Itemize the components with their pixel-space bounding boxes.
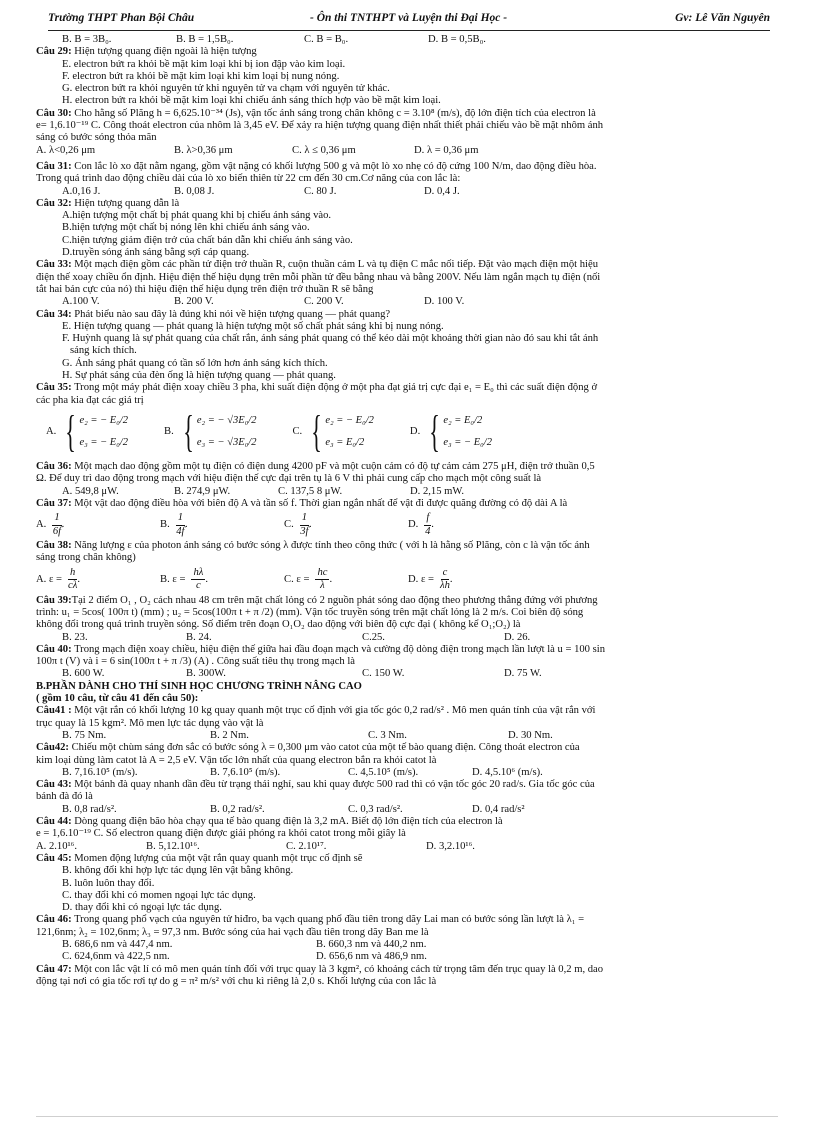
text-line: các pha kia đạt các giá trị: [36, 394, 144, 406]
answer-option: C. 200 V.: [304, 296, 344, 308]
question-stem: [36, 816, 774, 828]
answer-option: B. 7,16.10⁵ (m/s).: [62, 766, 138, 778]
question-stem: [36, 964, 774, 976]
answer-options: [36, 486, 774, 498]
answer-option: A. 549,8 μW.: [62, 485, 119, 497]
question-stem: [36, 108, 774, 120]
option-label: B.: [164, 425, 174, 437]
period: .: [431, 518, 434, 530]
fraction-option: [408, 567, 532, 593]
fraction: [176, 512, 185, 538]
question-number: Câu 43:: [36, 779, 72, 791]
answer-options: [36, 186, 774, 198]
answer-option: C. B = B₀.: [304, 34, 349, 45]
text-line: 100π t (V) và i = 6 sin(100π t + π /3) (A) . Công suất tiêu thụ trong mạch là: [36, 656, 355, 668]
answer-option: D. 30 Nm.: [508, 729, 553, 741]
option-label: A.: [46, 425, 57, 437]
answer-options: [36, 804, 774, 816]
answer-option: B. 7,6.10⁵ (m/s).: [210, 766, 281, 778]
text-line: bánh đà đó là: [36, 791, 93, 803]
brace-glyph: {: [429, 406, 441, 456]
equation-lines: [197, 410, 257, 454]
question-number: Câu 36:: [36, 460, 72, 472]
text-line: E. Hiện tượng quang — phát quang là hiện tượng một số chất phát sáng khi bị nung nóng.: [62, 320, 444, 332]
question-number: Câu 31:: [36, 160, 72, 172]
fraction-options: [36, 565, 774, 595]
question-number: Câu 32:: [36, 197, 72, 209]
numerator: 1: [300, 512, 309, 525]
question-number: Câu 46:: [36, 914, 72, 926]
equation-e2: e₂ = E₀/2: [443, 414, 483, 426]
question-number: Câu 30:: [36, 107, 72, 119]
answer-option: C. 137,5 8 μW.: [278, 485, 343, 497]
answer-option: D. λ = 0,36 μm: [414, 144, 479, 156]
equation-e2: e₂ = − E₀/2: [79, 414, 129, 426]
text-line: H. electron bứt ra khỏi bề mặt kim loại khi chiếu ánh sáng thích hợp vào bề mặt kim loại.: [62, 95, 441, 107]
equation-e2: e₂ = − E₀/2: [325, 414, 374, 426]
fraction: [440, 567, 450, 593]
question-stem: [36, 498, 774, 510]
answer-option: C. λ ≤ 0,36 μm: [292, 144, 356, 156]
question-stem: [36, 540, 774, 552]
fraction-options: [36, 510, 774, 540]
section-heading: ( gồm 10 câu, từ câu 41 đến câu 50):: [36, 693, 199, 705]
answer-option: A.100 V.: [62, 296, 100, 308]
question-text: Tại 2 điểm O₁ , O₂ cách nhau 48 cm trên mặt chất lỏng có 2 nguồn phát sóng dao động theo phương thẳng đứng với phương: [71, 594, 598, 606]
equation-system-option: [292, 406, 374, 456]
question-text: Chiếu một chùm sáng đơn sắc có bước sóng λ = 0,300 μm vào catot của một tế bào quang điện. Công thoát electron của: [68, 742, 580, 754]
brace-glyph: {: [65, 406, 77, 456]
fraction: [300, 512, 309, 538]
answer-option: C. 150 W.: [362, 668, 405, 680]
question-number: Câu 39:: [36, 594, 72, 606]
question-number: Câu 29:: [36, 46, 72, 58]
text-line: trục quay là 15 kgm². Mô men lực tác dụng vào vật là: [36, 717, 264, 729]
question-text: Hiện tượng quang dẫn là: [71, 197, 180, 209]
answer-option: D. 3,2.10¹⁶.: [426, 840, 475, 852]
text-line: A.hiện tượng một chất bị phát quang khi bị chiếu ánh sáng vào.: [62, 210, 332, 222]
answer-option: D. 0,4 rad/s²: [472, 803, 525, 815]
denominator: 4: [425, 525, 431, 537]
period: .: [329, 573, 333, 585]
question-text: Momen động lượng của một vật rắn quay quanh một trục cố định sẽ: [71, 852, 363, 864]
text-line: C.hiện tượng giảm điện trở của chất bán dẫn khi chiếu ánh sáng vào.: [62, 234, 353, 246]
numerator: 1: [52, 512, 61, 525]
period: .: [185, 518, 188, 530]
numerator: hλ: [191, 567, 205, 580]
question-number: Câu 47:: [36, 963, 72, 975]
period: .: [77, 573, 80, 585]
question-number: Câu 45:: [36, 852, 72, 864]
fraction: [424, 512, 431, 538]
equation-e2: e₂ = − √3E₀/2: [196, 414, 257, 426]
fraction-option: [36, 512, 160, 538]
text-line: C. thay đổi khi có momen ngoại lực tác dụng.: [62, 889, 256, 901]
answer-option: C. 3 Nm.: [368, 729, 407, 741]
answer-options: [36, 145, 774, 157]
fraction-option: [160, 512, 284, 538]
answer-option: B. 300W.: [186, 668, 226, 680]
q35-options: [36, 407, 774, 457]
answer-option: B. 0,8 rad/s².: [62, 803, 117, 815]
answer-option: C. 624,6nm và 422,5 nm.: [62, 951, 170, 963]
answer-options: [36, 767, 774, 779]
numerator: c: [441, 567, 450, 580]
answer-options: [36, 730, 774, 742]
question-text: Một vật rắn có khối lượng 10 kg quay quanh một trục cố định với gia tốc góc 0,2 rad/s² . Mô men quán tính của vật rắn với: [71, 705, 596, 717]
fraction: [52, 512, 61, 538]
brace-glyph: {: [183, 406, 194, 456]
answer-options: [36, 34, 774, 46]
question-text: Con lắc lò xo đặt nằm ngang, gồm vật nặng có khối lượng 500 g và một lò xo nhẹ có độ cứng 100 N/m, dao động điều hòa.: [71, 160, 597, 172]
answer-option: D. 0,4 J.: [424, 185, 460, 197]
answer-options: [36, 939, 774, 951]
text-line: sáng kích thích.: [70, 345, 137, 357]
question-number: Câu 38:: [36, 540, 72, 552]
question-text: Một mạch dao động gồm một tụ điện có điện dung 4200 pF và một cuộn cảm có độ tự cảm cảm 275 μH, điện trở thuần 0,5: [71, 460, 595, 472]
fraction-option: [160, 567, 284, 593]
text-line: D. thay đổi khi có ngoại lực tác dụng.: [62, 902, 222, 914]
fraction: [315, 567, 329, 593]
answer-option: D. 2,15 mW.: [410, 485, 465, 497]
equation-lines: [443, 410, 492, 454]
question-stem: [36, 461, 774, 473]
question-stem: [36, 914, 774, 926]
answer-option: D. 75 W.: [504, 668, 542, 680]
text-line: B. không đổi khi hợp lực tác dụng lên vật bằng không.: [62, 865, 294, 877]
answer-option: B. 75 Nm.: [62, 729, 107, 741]
option-label: A.: [36, 518, 47, 530]
fraction-option: [284, 567, 408, 593]
text-line: tắt hai bản cực của nó) thì hiệu điện thế hiệu dụng trên điện trở thuần R sẽ bằng: [36, 283, 374, 295]
answer-option: B. 23.: [62, 631, 88, 643]
section-heading: B.PHẦN DÀNH CHO THÍ SINH HỌC CHƯƠNG TRÌNH NÂNG CAO: [36, 680, 362, 692]
equation-lines: [325, 410, 374, 454]
answer-option: A. λ<0,26 μm: [36, 144, 96, 156]
equation-e3: e₃ = − √3E₀/2: [196, 436, 257, 448]
denominator: 3f: [300, 525, 309, 537]
option-label: C. ε =: [284, 573, 310, 585]
question-stem: [36, 644, 774, 656]
answer-option: B. B = 3B₀.: [62, 34, 112, 45]
answer-option: C.25.: [362, 631, 385, 643]
numerator: h: [68, 567, 77, 580]
period: .: [205, 573, 208, 585]
answer-option: B. λ>0,36 μm: [174, 144, 233, 156]
text-line: không đổi trong quá trình truyền sóng. Số điểm trên đoạn O₁O₂ dao động với biên độ cực đại ( không kể O₁;O₂) là: [36, 619, 521, 631]
fraction-option: [36, 567, 160, 593]
equation-system-option: [46, 406, 129, 456]
question-stem: [36, 46, 774, 58]
numerator: 1: [176, 512, 185, 525]
question-number: Câu 34:: [36, 308, 72, 320]
answer-options: [36, 296, 774, 308]
question-text: Một mạch điện gồm các phần tử điện trở thuần R, cuộn thuần cảm L và tụ điện C mắc nối tiếp. Đặt vào mạch điện một hiệu: [71, 259, 598, 271]
fraction: [68, 567, 77, 593]
question-text: Phát biểu nào sau đây là đúng khi nói về hiện tượng quang — phát quang?: [71, 308, 391, 320]
equation-lines: [79, 410, 128, 454]
text-line: sáng có bước sóng thỏa mãn: [36, 132, 157, 144]
text-line: Ω. Để duy trì dao động trong mạch với hiệu điện thế cực đại trên tụ là 6 V thì phải cung cấp cho mạch một công suất là: [36, 473, 542, 485]
option-label: D.: [408, 518, 419, 530]
denominator: 4f: [176, 525, 185, 537]
equation-e3: e₃ = E₀/2: [325, 436, 365, 448]
answer-option: D. B = 0,5B₀.: [428, 34, 486, 45]
text-line: B.hiện tượng một chất bị nóng lên khi chiếu ánh sáng vào.: [62, 222, 310, 234]
option-label: C.: [284, 518, 294, 530]
fraction-option: [408, 512, 532, 538]
answer-option: A.0,16 J.: [62, 185, 101, 197]
answer-option: B. 686,6 nm và 447,4 nm.: [62, 939, 173, 950]
question-text: Hiện tượng quang điện ngoài là hiện tượng: [71, 46, 257, 58]
option-label: A. ε =: [36, 573, 63, 585]
period: .: [61, 518, 65, 530]
answer-option: C. 0,3 rad/s².: [348, 803, 403, 815]
answer-option: B. 0,2 rad/s².: [210, 803, 265, 815]
answer-option: B. 274,9 μW.: [174, 485, 231, 497]
equation-e3: e₃ = − E₀/2: [443, 436, 492, 448]
question-number: Câu 40:: [36, 643, 72, 655]
text-line: e= 1,6.10⁻¹⁹ C. Công thoát electron của nhôm là 3,45 eV. Để xảy ra hiện tượng quang điện nhất thiết phải chiếu vào bề mặt nhôm ánh: [36, 120, 604, 132]
denominator: λh: [440, 580, 450, 592]
numerator: hc: [315, 567, 329, 580]
answer-options: [36, 668, 774, 680]
question-number: Câu 44:: [36, 816, 72, 828]
question-number: Câu41 :: [36, 705, 72, 717]
question-text: Trong một máy phát điện xoay chiều 3 pha, khi suất điện động ở một pha đạt giá trị cực đại e₁ = E₀ thì các suất điện động ở: [71, 382, 598, 394]
equation-system-option: [164, 406, 257, 456]
text-line: H. Sự phát sáng của đèn ống là hiện tượng quang — phát quang.: [62, 370, 336, 382]
text-line: B. luôn luôn thay đổi.: [62, 877, 155, 889]
question-text: Trong quang phổ vạch của nguyên tử hiđro, ba vạch quang phổ đầu tiên trong dãy Lai man có bước sóng lần lượt là λ₁ =: [71, 914, 585, 926]
question-text: Một bánh đà quay nhanh dần đều từ trạng thái nghỉ, sau khi quay được 500 rad thì có vận tốc góc 20 rad/s. Gia tốc góc của: [71, 779, 595, 791]
option-label: D.: [409, 425, 421, 437]
question-stem: [36, 595, 774, 607]
text-line: G. electron bứt ra khỏi nguyên tử khi nguyên tử va chạm với nguyên tử khác.: [62, 83, 390, 95]
denominator: cλ: [68, 580, 78, 592]
question-number: Câu42:: [36, 742, 69, 754]
text-line: Trong quá trình dao động chiều dài của lò xo biến thiên từ 22 cm đến 30 cm.Cơ năng của con lắc là:: [36, 173, 461, 185]
text-line: F. electron bứt ra khỏi bề mặt kim loại khi kim loại bị nung nóng.: [62, 70, 340, 82]
period: .: [309, 518, 312, 530]
text-line: E. electron bứt ra khỏi bề mặt kim loại khi bị ion đập vào kim loại.: [62, 58, 346, 70]
answer-option: B. 660,3 nm và 440,2 nm.: [316, 939, 427, 950]
answer-option: B. 5,12.10¹⁶.: [146, 840, 200, 852]
question-text: Một con lắc vật lí có mô men quán tính đối với trục quay là 3 kgm², có khoảng cách từ trọng tâm đến trục quay là 0,2 m, dao: [71, 963, 604, 975]
page-header: [48, 12, 770, 31]
text-line: sáng trong chân không): [36, 552, 136, 564]
answer-option: A. 2.10¹⁶.: [36, 840, 78, 852]
text-line: e = 1,6.10⁻¹⁹ C. Số electron quang điện được giải phóng ra khỏi catot trong mỗi giây là: [36, 828, 406, 840]
equation-e3: e₃ = − E₀/2: [79, 436, 129, 448]
question-number: Câu 35:: [36, 382, 72, 394]
text-line: động tại nơi có gia tốc rơi tự do g = π² m/s² với chu kì riêng là 2,0 s. Khối lượng của con lắc là: [36, 975, 437, 987]
option-label: C.: [292, 425, 303, 437]
question-stem: [36, 853, 774, 865]
exam-content: [36, 34, 774, 988]
answer-options: [36, 951, 774, 963]
question-stem: [36, 259, 774, 271]
answer-option: B. 600 W.: [62, 668, 105, 680]
text-line: kim loại dùng làm catot là A = 2,5 eV. Vận tốc lớn nhất của quang electron bắn ra khỏi catot là: [36, 754, 437, 766]
option-label: B.: [160, 518, 170, 530]
question-stem: [36, 742, 774, 754]
denominator: λ: [320, 580, 325, 592]
question-stem: [36, 198, 774, 210]
school-name: Trường THPT Phan Bội Châu: [48, 12, 195, 24]
answer-option: D. 4,5.10⁶ (m/s).: [472, 766, 543, 778]
question-text: Trong mạch điện xoay chiều, hiệu điện thế giữa hai đầu đoạn mạch và cường độ dòng điện trong mạch lần lượt là u = 100 sin: [71, 643, 605, 655]
answer-option: B. 24.: [186, 631, 212, 643]
denominator: 6f: [52, 525, 62, 537]
question-text: Cho hằng số Plăng h = 6,625.10⁻³⁴ (Js), vận tốc ánh sáng trong chân không c = 3.10⁸ (m/s), độ lớn điện tích của electron là: [71, 107, 596, 119]
answer-option: B. 200 V.: [174, 296, 214, 308]
option-label: D. ε =: [408, 573, 435, 585]
question-text: Năng lượng ε của photon ánh sáng có bước sóng λ được tính theo công thức ( với h là hằng số Plăng, còn c là vận tốc ánh: [71, 540, 590, 552]
question-number: Câu 33:: [36, 259, 72, 271]
question-text: Một vật dao động điều hòa với biên độ A và tần số f. Thời gian ngắn nhất để vật đi được quãng đường có độ dài A là: [71, 497, 568, 509]
text-line: D.truyền sóng ánh sáng bằng sợi cáp quang.: [62, 247, 250, 259]
answer-option: B. 2 Nm.: [210, 729, 249, 741]
answer-option: D. 656,6 nm và 486,9 nm.: [316, 951, 427, 963]
teacher-name: Gv: Lê Văn Nguyên: [675, 12, 770, 24]
text-line: 121,6nm; λ₂ = 102,6nm; λ₃ = 97,3 nm. Bước sóng của hai vạch đầu tiên trong dãy Ban me là: [36, 926, 429, 938]
answer-option: B. B = 1,5B₀.: [176, 34, 234, 45]
text-line: điện thế xoay chiều ổn định. Hiệu điện thế hiệu dụng trên mỗi phần tử đều bằng nhau và bằng 200V. Nếu làm ngắn mạch tụ điện (nối: [36, 271, 601, 283]
text-line: trình: u₁ = 5cos( 100π t) (mm) ; u₂ = 5cos(100π t + π /2) (mm). Vận tốc truyền sóng trên mặt chất lỏng là 2 m/s. Coi biên độ sóng: [36, 606, 584, 618]
question-stem: [36, 309, 774, 321]
question-stem: [36, 161, 774, 173]
page-bottom-rule: [36, 1116, 778, 1117]
fraction: [191, 567, 205, 593]
fraction-option: [284, 512, 408, 538]
answer-option: C. 80 J.: [304, 185, 337, 197]
numerator: f: [424, 512, 431, 525]
answer-option: C. 2.10¹⁷.: [286, 840, 327, 852]
exam-title: - Ôn thi TNTHPT và Luyện thi Đại Học -: [310, 12, 508, 24]
answer-option: B. 0,08 J.: [174, 185, 215, 197]
answer-option: D. 100 V.: [424, 296, 465, 308]
brace-glyph: {: [311, 406, 323, 456]
answer-option: C. 4,5.10⁵ (m/s).: [348, 766, 419, 778]
question-stem: [36, 705, 774, 717]
equation-system-option: [409, 406, 492, 456]
denominator: c: [196, 580, 201, 592]
question-stem: [36, 779, 774, 791]
answer-options: [36, 841, 774, 853]
text-line: F. Huỳnh quang là sự phát quang của chất rắn, ánh sáng phát quang có thể kéo dài một khoảng thời gian nào đó sau khi tắt ánh: [62, 333, 599, 345]
question-text: Dòng quang điện bão hòa chạy qua tế bào quang điện là 3,2 mA. Biết độ lớn điện tích của electron là: [71, 816, 503, 828]
answer-option: D. 26.: [504, 631, 531, 643]
question-number: Câu 37:: [36, 497, 72, 509]
answer-options: [36, 632, 774, 644]
text-line: G. Ánh sáng phát quang có tần số lớn hơn ánh sáng kích thích.: [62, 357, 328, 369]
period: .: [449, 573, 453, 585]
option-label: B. ε =: [160, 573, 186, 585]
question-stem: [36, 382, 774, 394]
